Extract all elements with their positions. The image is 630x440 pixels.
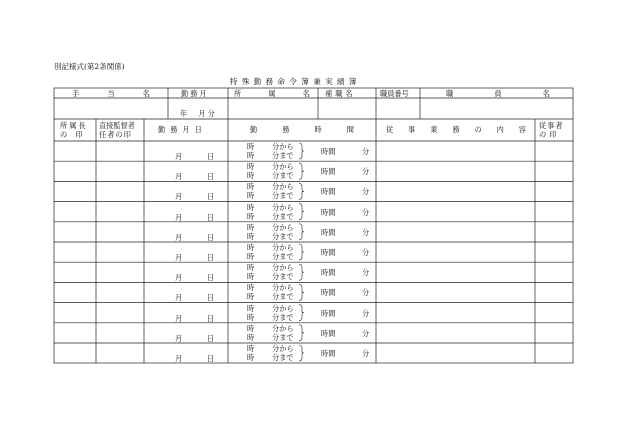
row-to-min: 分まで	[272, 252, 294, 261]
row-duration-min: 分	[362, 328, 370, 338]
row-from-hour: 時	[247, 243, 255, 252]
row-from-hour: 時	[247, 263, 255, 273]
row-to-hour: 時	[247, 171, 255, 181]
row-duration-min: 分	[362, 308, 370, 318]
row-duration-hour: 時間	[321, 349, 336, 358]
allowance-name-char: 名	[142, 89, 150, 98]
staff-name-char: 職	[446, 89, 454, 98]
row-month: 月	[175, 333, 183, 343]
row-month: 月	[175, 212, 183, 222]
row-to-hour: 時	[247, 332, 255, 342]
row-duration-min: 分	[362, 248, 370, 257]
row-day: 日	[207, 212, 215, 222]
row-from-min: 分から	[272, 142, 294, 151]
row-to-min: 分まで	[272, 151, 294, 160]
row-to-min: 分まで	[272, 272, 294, 282]
work-hours-label	[250, 126, 354, 133]
row-from-hour: 時	[247, 202, 255, 212]
row-duration-min: 分	[362, 187, 370, 197]
time-brace	[299, 345, 304, 361]
work-hours-char: 勤	[250, 125, 258, 134]
time-brace	[299, 204, 304, 220]
row-day: 日	[207, 273, 215, 283]
dept-head-seal-line1: 所属長	[60, 121, 88, 130]
row-duration-min: 分	[362, 349, 370, 358]
worker-seal-line1: 従事者	[539, 121, 564, 130]
row-to-hour: 時	[247, 231, 255, 241]
row-from-hour: 時	[247, 142, 255, 151]
row-day: 日	[207, 354, 215, 363]
supervisor-seal-line1: 直接監督者	[99, 121, 135, 130]
duties-char: 事	[408, 125, 416, 134]
row-day: 日	[207, 333, 215, 343]
allowance-name-char: 手	[72, 89, 80, 98]
row-from-hour: 時	[247, 182, 255, 192]
worker-seal-line2: の印	[539, 130, 560, 139]
row-to-hour: 時	[247, 252, 255, 261]
duties-char: 従	[386, 125, 394, 134]
form-label: 別記様式(第2条関係)	[54, 62, 125, 71]
duties-char: 容	[518, 125, 526, 134]
row-from-min: 分から	[272, 263, 294, 273]
time-brace	[299, 325, 304, 341]
row-from-hour: 時	[247, 162, 255, 172]
row-month: 月	[175, 253, 183, 262]
row-duration-min: 分	[362, 268, 370, 278]
row-to-hour: 時	[247, 191, 255, 201]
row-from-hour: 時	[247, 303, 255, 313]
row-day: 日	[207, 313, 215, 323]
row-from-min: 分から	[272, 182, 294, 192]
row-from-min: 分から	[272, 303, 294, 313]
department-char: 名	[302, 89, 310, 98]
row-day: 日	[207, 192, 215, 202]
row-to-hour: 時	[247, 211, 255, 221]
row-day: 日	[207, 253, 215, 262]
row-month: 月	[175, 172, 183, 182]
time-brace	[299, 163, 304, 179]
row-to-hour: 時	[247, 312, 255, 322]
row-duration-hour: 時間	[321, 207, 336, 217]
year-month-label: 年 月分	[180, 109, 217, 118]
row-from-hour: 時	[247, 344, 255, 353]
row-from-min: 分から	[272, 344, 294, 353]
time-brace	[299, 305, 304, 321]
row-duration-hour: 時間	[321, 167, 336, 177]
time-brace	[299, 224, 304, 240]
department-char: 属	[268, 89, 276, 98]
work-hours-char: 時	[314, 125, 322, 134]
row-day: 日	[207, 152, 215, 161]
staff-name-char: 名	[542, 89, 550, 98]
row-duration-hour: 時間	[321, 227, 336, 237]
duties-char: 業	[430, 125, 438, 134]
work-hours-char: 務	[282, 125, 290, 134]
row-to-hour: 時	[247, 292, 255, 302]
row-from-hour: 時	[247, 323, 255, 333]
row-duration-hour: 時間	[321, 147, 336, 156]
row-to-min: 分まで	[272, 211, 294, 221]
row-duration-min: 分	[362, 288, 370, 298]
dept-head-seal-line2: の印	[60, 130, 91, 139]
work-date-label: 勤務月日	[158, 125, 207, 134]
row-month: 月	[175, 192, 183, 202]
row-duration-min: 分	[362, 207, 370, 217]
row-month: 月	[175, 273, 183, 283]
department-label	[234, 90, 310, 97]
time-brace	[299, 183, 304, 199]
row-from-min: 分から	[272, 323, 294, 333]
row-duration-hour: 時間	[321, 288, 336, 298]
department-char: 所	[234, 89, 242, 98]
allowance-name-label	[72, 90, 150, 97]
duties-content-label	[386, 126, 526, 133]
supplementary-position-label: 補職名	[325, 89, 356, 98]
row-duration-min: 分	[362, 147, 370, 156]
time-brace	[299, 284, 304, 300]
row-to-min: 分まで	[272, 292, 294, 302]
row-to-hour: 時	[247, 272, 255, 282]
row-to-min: 分まで	[272, 191, 294, 201]
row-duration-hour: 時間	[321, 248, 336, 257]
form-title: 特 殊 勤 務 命 令 簿 兼 実 績 簿	[230, 77, 358, 86]
duties-char: 務	[452, 125, 460, 134]
row-from-min: 分から	[272, 162, 294, 172]
row-to-min: 分まで	[272, 171, 294, 181]
row-from-min: 分から	[272, 283, 294, 293]
row-duration-hour: 時間	[321, 308, 336, 318]
row-month: 月	[175, 313, 183, 323]
row-to-min: 分まで	[272, 332, 294, 342]
duties-char: 内	[496, 125, 504, 134]
row-duration-min: 分	[362, 167, 370, 177]
row-from-min: 分から	[272, 202, 294, 212]
row-day: 日	[207, 293, 215, 303]
duties-char: の	[474, 125, 482, 134]
row-to-hour: 時	[247, 151, 255, 160]
row-duration-min: 分	[362, 227, 370, 237]
row-from-hour: 時	[247, 283, 255, 293]
row-month: 月	[175, 232, 183, 242]
row-to-min: 分まで	[272, 353, 294, 362]
time-brace	[299, 264, 304, 280]
staff-name-label	[446, 90, 550, 97]
row-month: 月	[175, 152, 183, 161]
row-day: 日	[207, 232, 215, 242]
work-hours-char: 間	[346, 125, 354, 134]
row-duration-hour: 時間	[321, 268, 336, 278]
row-duration-hour: 時間	[321, 187, 336, 197]
row-to-min: 分まで	[272, 312, 294, 322]
row-from-hour: 時	[247, 222, 255, 232]
time-brace	[299, 143, 304, 159]
staff-number-label: 職員番号	[380, 89, 409, 98]
row-to-hour: 時	[247, 353, 255, 362]
row-from-min: 分から	[272, 222, 294, 232]
supervisor-seal-line2: 任者の印	[99, 130, 132, 139]
row-month: 月	[175, 354, 183, 363]
row-day: 日	[207, 172, 215, 182]
row-to-min: 分まで	[272, 231, 294, 241]
allowance-name-char: 当	[107, 89, 115, 98]
row-from-min: 分から	[272, 243, 294, 252]
row-month: 月	[175, 293, 183, 303]
time-brace	[299, 244, 304, 260]
staff-name-char: 員	[494, 89, 502, 98]
row-duration-hour: 時間	[321, 328, 336, 338]
work-month-label: 勤務月	[181, 89, 209, 98]
